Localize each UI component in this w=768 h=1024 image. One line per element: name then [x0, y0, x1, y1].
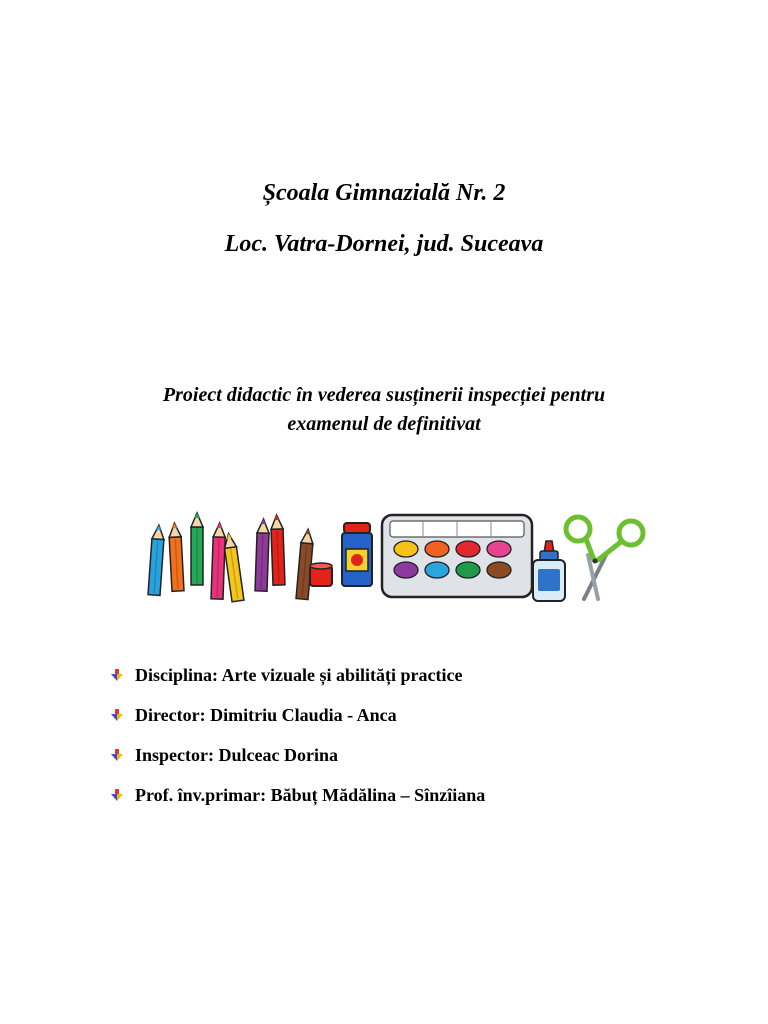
- pencil-icon: [148, 525, 165, 596]
- arrow-down-bullet-icon: [110, 748, 124, 762]
- scissors-icon: [566, 517, 643, 599]
- info-item-text: Disciplina: Arte vizuale și abilități practice: [135, 665, 463, 685]
- paint-well-icon: [394, 541, 418, 557]
- glue-stick-icon: [342, 523, 372, 586]
- info-item-director: [110, 695, 710, 735]
- pencil-icon: [223, 533, 244, 602]
- pencil-icon: [271, 515, 285, 585]
- art-supplies-icon: [128, 505, 652, 605]
- school-name: Școala Gimnazială Nr. 2: [262, 180, 506, 206]
- paint-well-icon: [456, 562, 480, 578]
- paint-palette-icon: [382, 515, 532, 597]
- glue-bottle-icon: [533, 541, 565, 601]
- pencil-icon: [191, 513, 203, 585]
- info-item-text: Prof. înv.primar: Băbuț Mădălina – Sînzîiana: [135, 785, 486, 805]
- info-item-discipline: [110, 655, 710, 695]
- paint-well-icon: [425, 541, 449, 557]
- paint-well-icon: [487, 562, 511, 578]
- pencil-icon: [255, 519, 270, 591]
- pencil-icon: [168, 523, 184, 592]
- arrow-down-bullet-icon: [110, 788, 124, 802]
- paint-well-icon: [456, 541, 480, 557]
- paint-well-icon: [425, 562, 449, 578]
- colored-pencils: [148, 513, 314, 602]
- pencil-icon: [211, 523, 226, 599]
- glue-cap-icon: [310, 563, 332, 586]
- info-item-text: Inspector: Dulceac Dorina: [135, 745, 338, 765]
- info-item-text: Director: Dimitriu Claudia - Anca: [135, 705, 397, 725]
- art-supplies-illustration: [128, 505, 652, 605]
- school-location: Loc. Vatra-Dornei, jud. Suceava: [224, 231, 544, 257]
- project-title: [100, 381, 668, 439]
- project-title-line-1: Proiect didactic în vederea susținerii inspecției pentru: [162, 384, 606, 406]
- paint-well-icon: [394, 562, 418, 578]
- info-item-inspector: [110, 735, 710, 775]
- arrow-down-bullet-icon: [110, 668, 124, 682]
- arrow-down-bullet-icon: [110, 708, 124, 722]
- project-title-line-2: examenul de definitivat: [287, 413, 481, 435]
- info-item-teacher: [110, 775, 710, 815]
- paint-well-icon: [487, 541, 511, 557]
- info-list: [110, 655, 710, 815]
